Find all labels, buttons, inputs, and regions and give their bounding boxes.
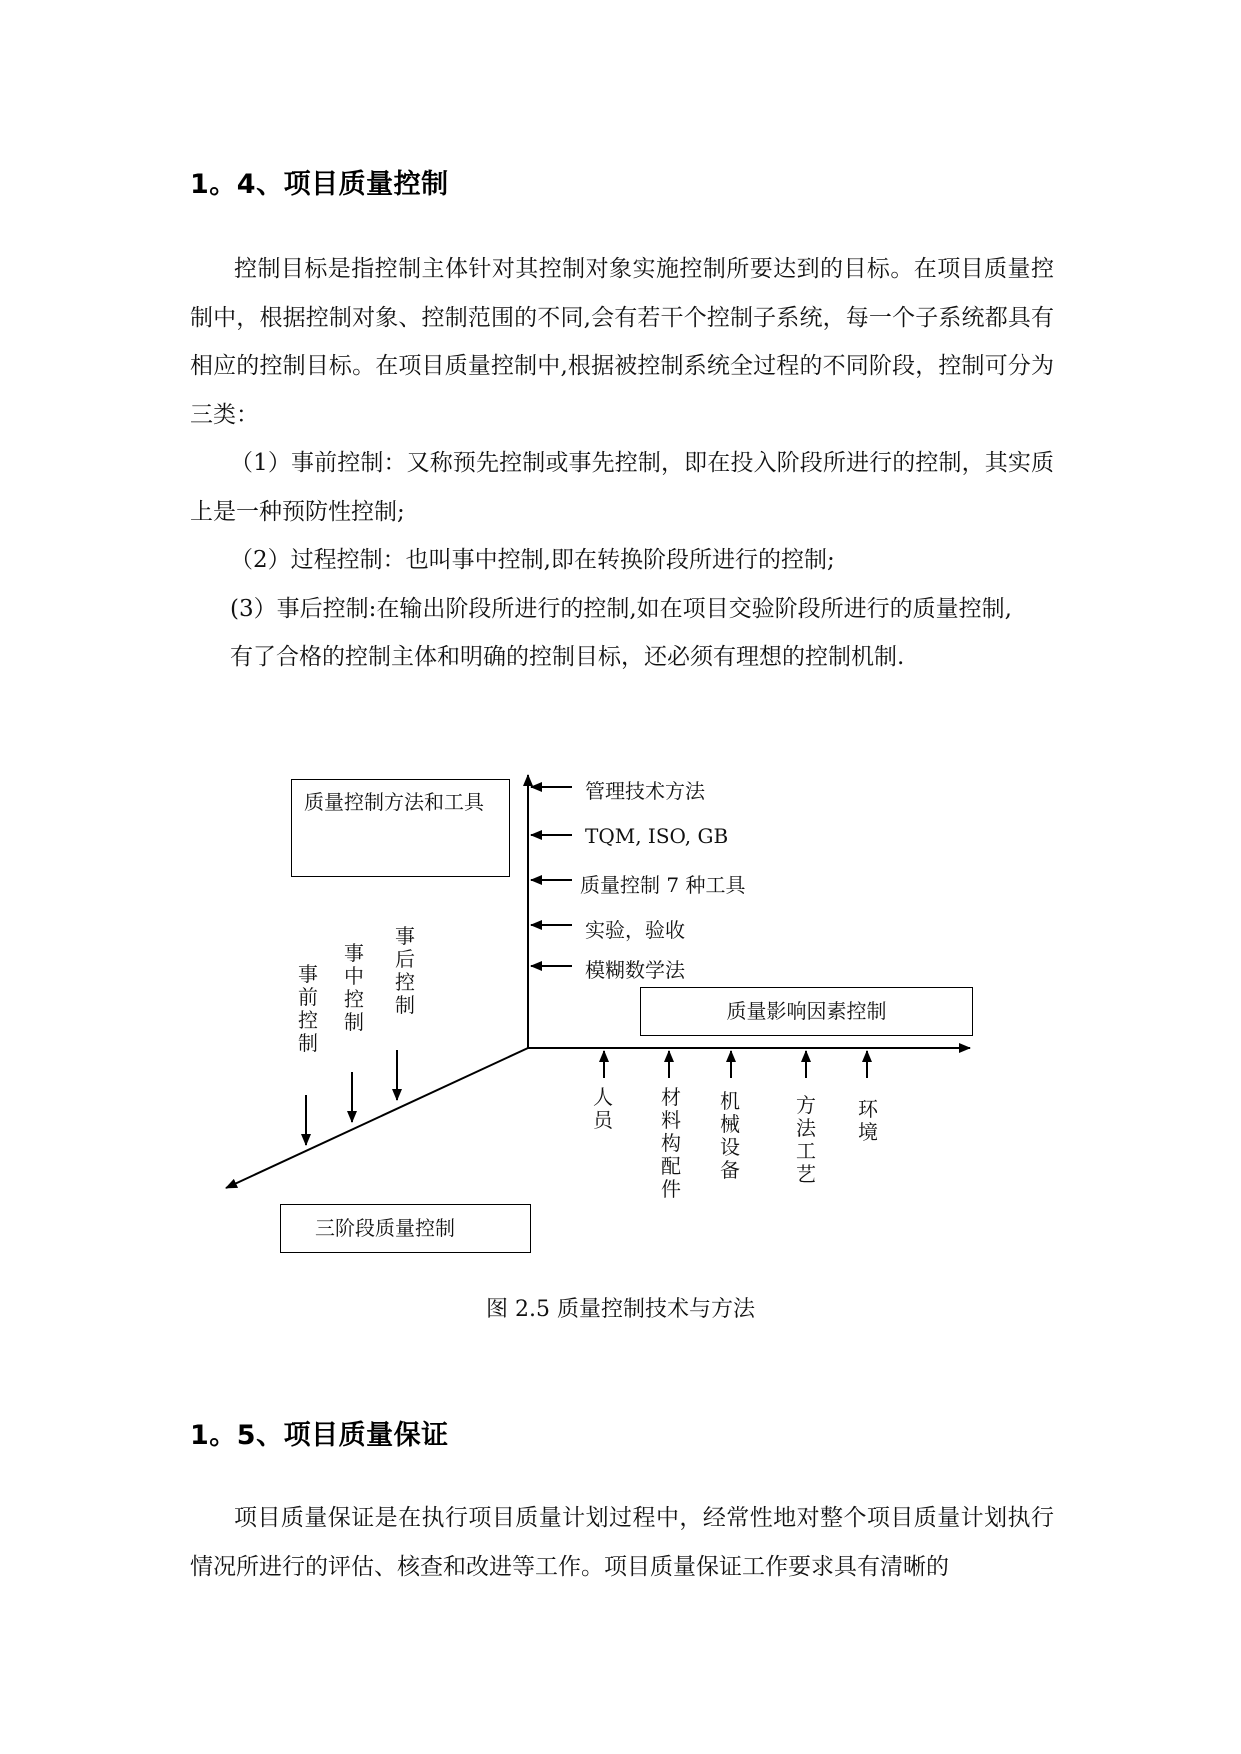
paragraph-post-control: (3）事后控制:在输出阶段所进行的控制,如在项目交验阶段所进行的质量控制, — [230, 595, 1012, 622]
three-stage-box — [280, 1204, 531, 1253]
tool-label-management: 管理技术方法 — [585, 779, 705, 803]
three-stage-box-label: 三阶段质量控制 — [315, 1216, 455, 1240]
tool-label-seven-tools: 质量控制 7 种工具 — [580, 873, 746, 897]
factor-label-personnel: 人员 — [593, 1085, 613, 1132]
factor-control-box — [640, 987, 973, 1036]
paragraph-pre-control: （1）事前控制：又称预先控制或事先控制，即在投入阶段所进行的控制，其实质上是一种预防性控制; — [190, 450, 1054, 525]
factor-control-box-label: 质量影响因素控制 — [726, 999, 887, 1023]
stage-label-during: 事中控制 — [344, 941, 364, 1034]
paragraph-process-control: （2）过程控制：也叫事中控制,即在转换阶段所进行的控制; — [230, 547, 835, 573]
tool-label-experiment: 实验，验收 — [585, 918, 685, 942]
section-body-quality-assurance — [190, 1494, 1054, 1591]
tool-label-fuzzy-math: 模糊数学法 — [585, 958, 685, 982]
factor-label-materials: 材料构配件 — [661, 1085, 681, 1201]
method-tool-box — [291, 779, 510, 877]
method-tool-box-label: 质量控制方法和工具 — [304, 790, 484, 814]
paragraph-quality-assurance: 项目质量保证是在执行项目质量计划过程中，经常性地对整个项目质量计划执行情况所进行的评估、核查和改进等工作。项目质量保证工作要求具有清晰的 — [190, 1505, 1054, 1580]
factor-label-environment: 环境 — [858, 1097, 878, 1144]
tool-label-tqm-iso-gb: TQM, ISO, GB — [585, 824, 729, 848]
figure-caption: 图 2.5 质量控制技术与方法 — [486, 1297, 755, 1322]
stage-label-post: 事后控制 — [395, 924, 415, 1017]
section-heading-quality-assurance: 1。5、项目质量保证 — [190, 1420, 449, 1451]
diagonal-axis-arrow — [226, 1048, 528, 1188]
paragraph-control-objective: 控制目标是指控制主体针对其控制对象实施控制所要达到的目标。在项目质量控制中，根据控制对象、控制范围的不同,会有若干个控制子系统，每一个子系统都具有相应的控制目标。在项目质量控制中,根据被控制系统全过程的不同阶段，控制可分为三类： — [190, 256, 1054, 428]
stage-label-pre: 事前控制 — [298, 962, 318, 1055]
paragraph-control-mechanism: 有了合格的控制主体和明确的控制目标，还必须有理想的控制机制. — [230, 644, 905, 670]
factor-label-method: 方法工艺 — [796, 1093, 816, 1186]
factor-label-machinery: 机械设备 — [720, 1089, 740, 1182]
section-heading-quality-control: 1。4、项目质量控制 — [190, 169, 449, 200]
